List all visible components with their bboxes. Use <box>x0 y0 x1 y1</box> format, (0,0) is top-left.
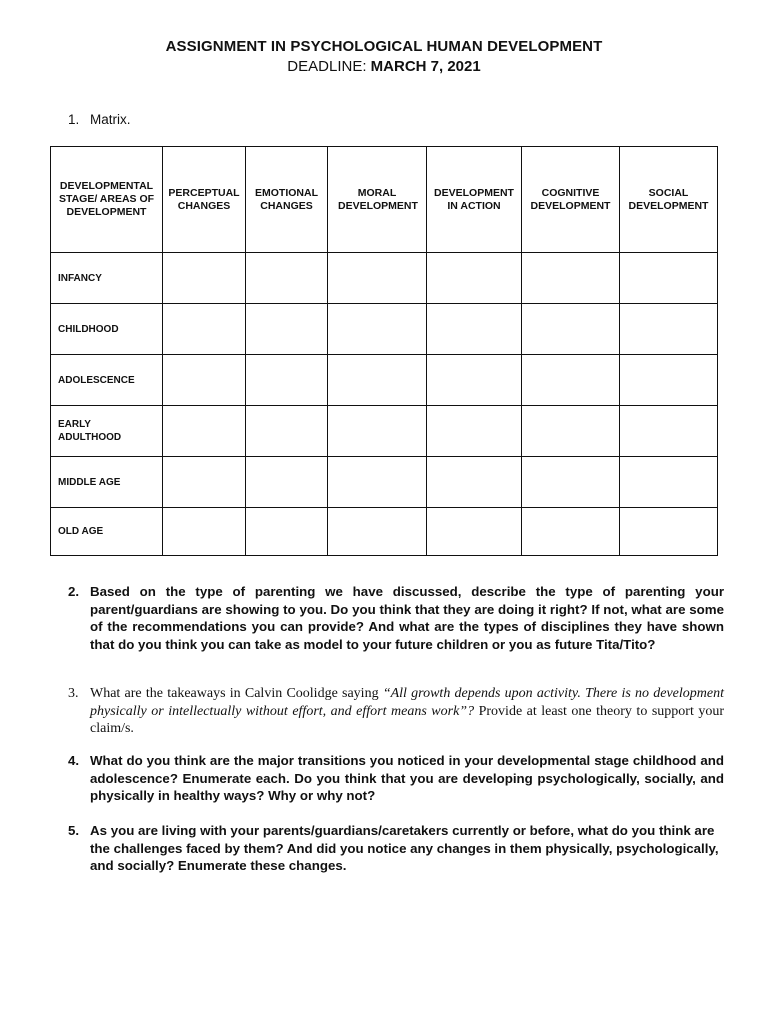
stage-middle-age: MIDDLE AGE <box>51 457 163 508</box>
question-4 <box>68 752 724 805</box>
matrix-cell <box>163 508 246 556</box>
matrix-cell <box>246 508 328 556</box>
stage-childhood: CHILDHOOD <box>51 304 163 355</box>
matrix-cell <box>163 253 246 304</box>
matrix-cell <box>163 457 246 508</box>
question-5 <box>68 822 724 875</box>
table-row <box>51 355 718 406</box>
table-row <box>51 406 718 457</box>
matrix-cell <box>620 355 718 406</box>
matrix-cell <box>522 355 620 406</box>
matrix-cell <box>163 355 246 406</box>
matrix-cell <box>427 406 522 457</box>
stage-early-adulthood: EARLY ADULTHOOD <box>51 406 163 457</box>
matrix-cell <box>246 355 328 406</box>
question-4-text: What do you think are the major transitions you noticed in your developmental stage childhood and adolescence? Enumerate each. Do you think that you are developing psychologically, socially, and physically in healthy ways? Why or why not? <box>90 753 724 803</box>
development-matrix <box>50 146 718 556</box>
matrix-cell <box>427 457 522 508</box>
matrix-cell <box>620 304 718 355</box>
matrix-cell <box>620 508 718 556</box>
matrix-cell <box>328 406 427 457</box>
matrix-cell <box>328 253 427 304</box>
question-5-number: 5. <box>68 823 80 838</box>
matrix-cell <box>163 304 246 355</box>
matrix-cell <box>328 304 427 355</box>
question-3-tail: Provide at least one theory to support your claim/s. <box>90 703 724 736</box>
item-1-label: Matrix. <box>90 112 131 127</box>
matrix-cell <box>427 253 522 304</box>
header-perceptual: PERCEPTUAL CHANGES <box>163 147 246 253</box>
matrix-cell <box>328 457 427 508</box>
question-3-quote: “All growth depends upon activity. There is no development physically or intellectually without effort, and effort means work”? <box>90 686 724 719</box>
header-moral: MORAL DEVELOPMENT <box>328 147 427 253</box>
table-row <box>51 457 718 508</box>
question-3-number: 3. <box>68 686 79 701</box>
question-4-number: 4. <box>68 753 80 768</box>
matrix-cell <box>620 457 718 508</box>
question-3-lead: What are the takeaways in Calvin Coolidge saying <box>90 686 383 701</box>
matrix-cell <box>522 457 620 508</box>
deadline-label: DEADLINE: <box>287 58 371 75</box>
table-row <box>51 253 718 304</box>
question-2-number: 2. <box>68 584 80 599</box>
question-3-text <box>90 685 724 738</box>
stage-infancy: INFANCY <box>51 253 163 304</box>
document-title: ASSIGNMENT IN PSYCHOLOGICAL HUMAN DEVELOPMENT <box>165 38 603 55</box>
matrix-cell <box>246 304 328 355</box>
matrix-cell <box>427 508 522 556</box>
table-row <box>51 508 718 556</box>
matrix-cell <box>620 253 718 304</box>
matrix-cell <box>427 355 522 406</box>
deadline-date: MARCH 7, 2021 <box>370 58 481 75</box>
matrix-cell <box>522 253 620 304</box>
matrix-cell <box>620 406 718 457</box>
matrix-cell <box>163 406 246 457</box>
matrix-header-row <box>51 147 718 253</box>
stage-old-age: OLD AGE <box>51 508 163 556</box>
matrix-cell <box>328 355 427 406</box>
matrix-cell <box>246 253 328 304</box>
table-row <box>51 304 718 355</box>
header-stage: DEVELOPMENTAL STAGE/ AREAS OF DEVELOPMENT <box>51 147 163 253</box>
item-1 <box>68 112 131 127</box>
header-emotional: EMOTIONAL CHANGES <box>246 147 328 253</box>
matrix-cell <box>246 406 328 457</box>
matrix-cell <box>328 508 427 556</box>
matrix-cell <box>522 304 620 355</box>
matrix-cell <box>427 304 522 355</box>
question-5-text: As you are living with your parents/guardians/caretakers currently or before, what do you think are the challenges faced by them? And did you notice any changes in them physically, psychologically, and socially? Enumerate these changes. <box>90 823 719 873</box>
matrix-cell <box>522 508 620 556</box>
stage-adolescence: ADOLESCENCE <box>51 355 163 406</box>
item-1-number: 1. <box>68 112 80 127</box>
matrix-cell <box>246 457 328 508</box>
header-cognitive: COGNITIVE DEVELOPMENT <box>522 147 620 253</box>
header-social: SOCIAL DEVELOPMENT <box>620 147 718 253</box>
deadline-line <box>0 58 768 75</box>
question-2-text: Based on the type of parenting we have discussed, describe the type of parenting your parent/guardians are showing to you. Do you think that they are doing it right? If not, what are some of the recommendations you can provide? And what are the types of disciplines they have shown that do you think you can take as model to your future children or you as future Tita/Tito? <box>90 584 724 652</box>
question-2 <box>68 583 724 653</box>
header-action: DEVELOPMENT IN ACTION <box>427 147 522 253</box>
matrix-cell <box>522 406 620 457</box>
question-3 <box>68 685 724 738</box>
